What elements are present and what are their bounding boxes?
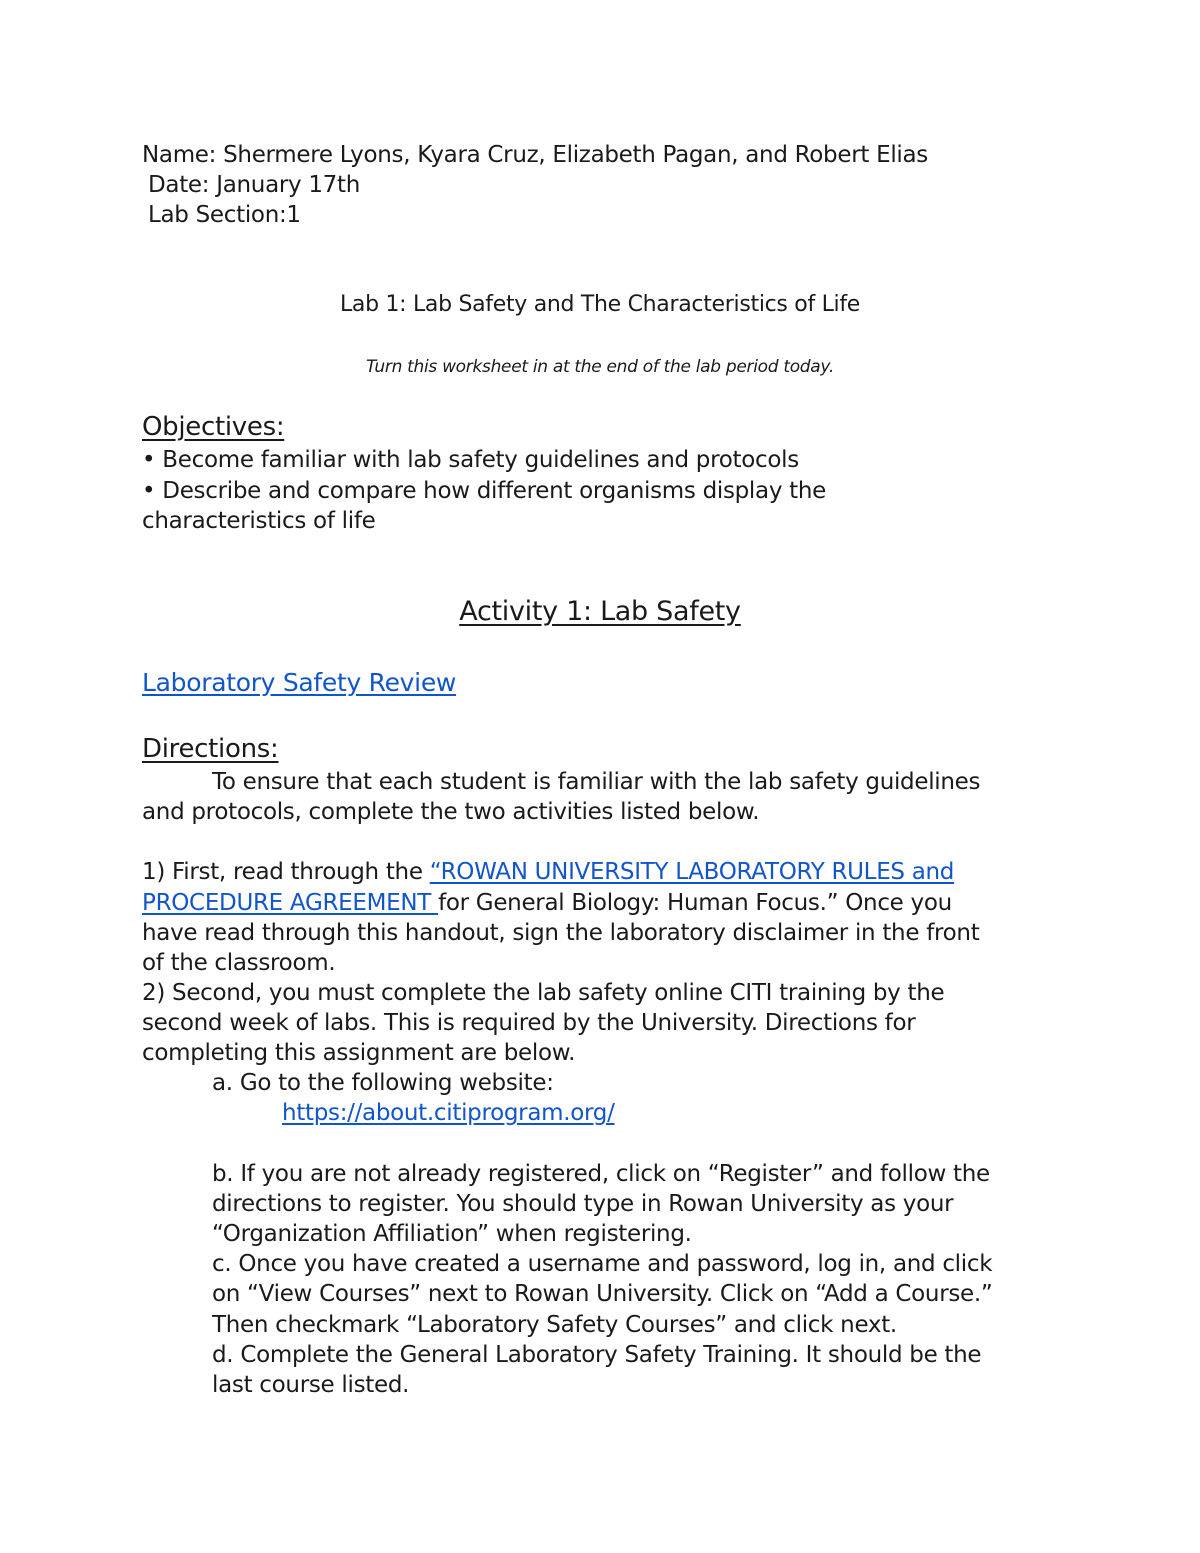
laboratory-safety-review-link[interactable]: Laboratory Safety Review bbox=[142, 668, 457, 697]
substep-d: last course listed. bbox=[212, 1372, 410, 1398]
directions-intro: To ensure that each student is familiar with the lab safety guidelines bbox=[212, 769, 981, 795]
worksheet-instruction: Turn this worksheet in at the end of the lab period today. bbox=[366, 357, 834, 377]
date-line: Date: January 17th bbox=[148, 172, 360, 198]
substep-d: d. Complete the General Laboratory Safety Training. It should be the bbox=[212, 1342, 982, 1368]
objective-item-continuation: characteristics of life bbox=[142, 508, 376, 534]
step-2-line: completing this assignment are below. bbox=[142, 1040, 576, 1066]
directions-intro-continuation: and protocols, complete the two activities listed below. bbox=[142, 799, 760, 825]
substep-b: “Organization Affiliation” when registering. bbox=[212, 1221, 692, 1247]
document-title: Lab 1: Lab Safety and The Characteristics of Life bbox=[339, 292, 861, 317]
substep-b: directions to register. You should type in Rowan University as your bbox=[212, 1191, 954, 1217]
step-1-line: of the classroom. bbox=[142, 950, 336, 976]
objective-item: • Describe and compare how different organisms display the bbox=[142, 478, 826, 504]
substep-c: on “View Courses” next to Rowan University. Click on “Add a Course.” bbox=[212, 1281, 993, 1307]
substep-b: b. If you are not already registered, click on “Register” and follow the bbox=[212, 1161, 990, 1187]
step-1-prefix: 1) First, read through the bbox=[142, 859, 430, 885]
substep-c: Then checkmark “Laboratory Safety Courses” and click next. bbox=[212, 1312, 897, 1338]
substep-c: c. Once you have created a username and password, log in, and click bbox=[212, 1251, 993, 1277]
step-2-line: second week of labs. This is required by the University. Directions for bbox=[142, 1010, 916, 1036]
step-1-line bbox=[142, 857, 954, 887]
substep-a: a. Go to the following website: bbox=[212, 1070, 554, 1096]
step-1-suffix: for General Biology: Human Focus.” Once you bbox=[438, 890, 952, 916]
objectives-heading: Objectives: bbox=[142, 412, 285, 442]
student-names: Name: Shermere Lyons, Kyara Cruz, Elizabeth Pagan, and Robert Elias bbox=[142, 142, 928, 168]
activity-title: Activity 1: Lab Safety bbox=[459, 596, 741, 627]
step-1-line: have read through this handout, sign the laboratory disclaimer in the front bbox=[142, 920, 980, 946]
directions-heading: Directions: bbox=[142, 734, 279, 764]
objective-item: • Become familiar with lab safety guidelines and protocols bbox=[142, 447, 799, 473]
citi-program-link[interactable]: https://about.citiprogram.org/ bbox=[282, 1100, 615, 1126]
lab-rules-agreement-link[interactable]: “ROWAN UNIVERSITY LABORATORY RULES and bbox=[429, 859, 955, 885]
step-2-line: 2) Second, you must complete the lab safety online CITI training by the bbox=[142, 980, 945, 1006]
lab-section-line: Lab Section:1 bbox=[148, 202, 301, 228]
step-1-line bbox=[142, 888, 952, 918]
lab-rules-agreement-link-continued[interactable]: PROCEDURE AGREEMENT bbox=[142, 890, 439, 916]
